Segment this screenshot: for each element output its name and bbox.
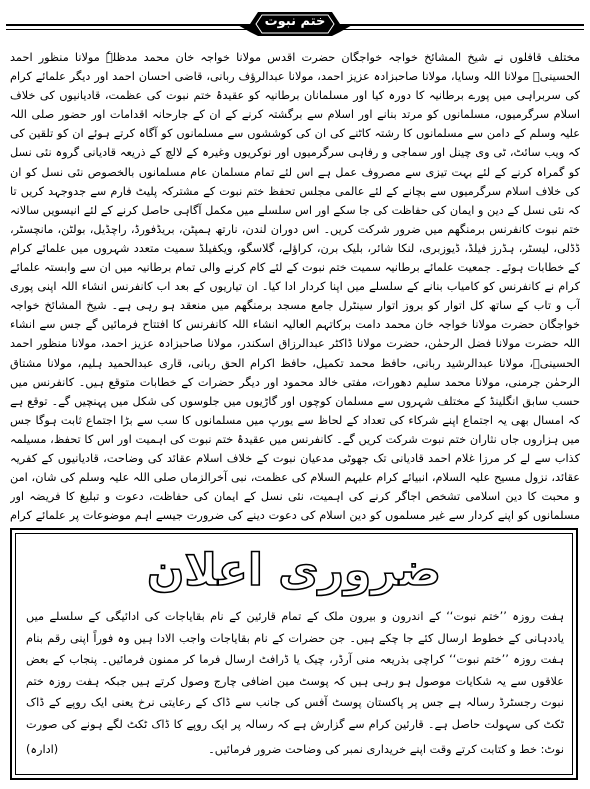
page-header [0, 0, 590, 42]
notice-body [26, 606, 564, 734]
section-title: ختم نبوت [264, 14, 326, 29]
article-body [10, 48, 580, 522]
notice-footer [26, 738, 564, 762]
notice-title: ضروری اعلان [146, 545, 442, 596]
notice-box [10, 528, 578, 780]
notice-paragraph: ہفت روزہ ’’ختم نبوت‘‘ کے اندرون و بیرون ملک کے تمام قارئین کے نام بقایاجات کی ادائیگی کے سلسلے میں یاددہانی کے خطوط ارسال کئے جا چکے ہیں۔ جن حضرات کے نام بقایاجات واجب الادا ہیں وہ فوراً اپنی رقم بنام ہفت روزہ ’’ختم نبوت‘‘ کراچی بذریعہ منی آرڈر، چیک یا ڈرافٹ ارسال فرما کر ممنون فرمائیں۔ پنجاب کے بعض علاقوں سے یہ شکایات موصول ہو رہی ہیں کہ پوسٹ مین اضافی چارج وصول کرتے ہیں جبکہ ہفت روزہ ختم نبوت رجسٹرڈ رسالہ ہے جس پر پاکستان پوسٹ آفس کی جانب سے ڈاک کے رعایتی نرخ یعنی ایک روپے کے ڈاک ٹکٹ کی سہولت حاصل ہے۔ قارئین کرام سے گزارش ہے کہ رسالہ پر ایک روپے کا ڈاک ٹکٹ لگے ہونے کی صورت [26, 610, 564, 731]
article-paragraph: مختلف قافلوں نے شیخ المشائخ خواجہ خواجگان حضرت اقدس مولانا خواجہ خان محمد مدظلہٗ مولانا منظور احمد الحسینیؒ مولانا اللہ وسایا، مولانا صاحبزادہ عزیز احمد، مولانا عبدالرؤف ربانی، قاضی احسان احمد اور دیگر علمائے کرام کی سربراہی میں پورے برطانیہ کا دورہ کیا اور مسلمانان برطانیہ کو عقیدۂ ختم نبوت کی عظمت، قادیانیوں کی خلاف اسلام سرگرمیوں، مسلمانوں کو مرتد بنانے اور اسلام سے برگشتہ کرنے کے ان کے جارحانہ اقدامات اور حضور صلی اللہ علیہ وسلم کے دامن سے مسلمانوں کا رشتہ کاٹنے کی ان کی کوششوں سے مسلمانوں کو آگاہ کرتے ہوئے ان کو تلقین کی کہ ویب سائٹ، ٹی وی چینل اور سماجی و رفاہی سرگرمیوں اور نوکریوں وغیرہ کے لالچ کے ذریعہ قادیانی گروہ نئی نسل کو گمراہ کرنے کے لئے بہت تیزی سے مصروف عمل ہے اس لئے تمام مسلمان عام مسلمانوں بالخصوص نئی نسل کو ان کی خلاف اسلام سرگرمیوں سے بچانے کے لئے عالمی مجلس تحفظ ختم نبوت کے مشترکہ پلیٹ فارم سے جدوجہد کریں تا کہ نئی نسل کے دین و ایمان کی حفاظت کی جا سکے اور اس سلسلے میں مکمل آگاہی حاصل کرنے کے لئے انیسویں سالانہ ختم نبوت کانفرنس برمنگھم میں ضرور شرکت کریں۔ اس دوران لندن، نارتھ ہمپٹن، بریڈفورڈ، راچڈیل، بولٹن، مانچسٹر، ڈڈلی، لیسٹر، ہڈرز فیلڈ، ڈیوزبری، لنکا شائر، بلیک برن، کراؤلے، گلاسگو، ویکفیلڈ سمیت متعدد شہروں میں علمائے کرام کے خطابات ہوئے۔ جمعیت علمائے برطانیہ سمیت ختم نبوت کے لئے کام کرنے والی تمام برطانیہ میں ان سے وابستہ علمائے کرام نے کانفرنس کو کامیاب بنانے کے سلسلے میں اپنا کردار ادا کیا۔ ان تیاریوں کے بعد اب کانفرنس انشاء اللہ اپنی پوری آب و تاب کے ساتھ کل اتوار کو بروز اتوار سینٹرل جامع مسجد برمنگھم میں منعقد ہو رہی ہے۔ شیخ المشائخ خواجہ خواجگان حضرت مولانا خواجہ خان محمد دامت برکاتہم العالیہ انشاء اللہ کانفرنس کا افتتاح فرمائیں گے جس سے انشاء اللہ حضرت مولانا فضل الرحمٰن، حضرت مولانا ڈاکٹر عبدالرزاق اسکندر، مولانا صاحبزادہ عزیز احمد، مولانا منظور احمد الحسینیؒ، مولانا عبدالرشید ربانی، حافظ محمد تکمیل، حافظ اکرام الحق ربانی، قاری عبدالحمید ہلیم، مولانا مشتاق الرحمٰن جرمنی، مولانا محمد سلیم دھورات، مفتی خالد محمود اور دیگر حضرات کے خطابات متوقع ہیں۔ کانفرنس میں حسب سابق انگلینڈ کے مختلف شہروں سے مسلمان کوچوں اور گاڑیوں میں جلوسوں کی شکل میں پہنچیں گے۔ توقع ہے کہ امسال بھی یہ اجتماع اپنے شرکاء کی تعداد کے لحاظ سے یورپ میں مسلمانوں کا سب سے بڑا اجتماع ثابت ہوگا جس میں ہزاروں جاں نثاران ختم نبوت شرکت کریں گے۔ کانفرنس میں عقیدۂ ختم نبوت کی اہمیت اور اس کا تحفظ، مسیلمہ کذاب سے لے کر مرزا غلام احمد قادیانی تک جھوٹی مدعیان نبوت کے خلاف اسلام عقائد کی وضاحت، قادیانیوں کے کفریہ عقائد، نزول مسیح علیہ السلام، انبیائے کرام علیہم السلام کی عظمت، نبی آخرالزماں صلی اللہ علیہ وسلم کی شان، امن و محبت کا دین اسلامی تشخص اجاگر کرنے کی اہمیت، نئی نسل کے ایمان کی حفاظت، دعوت و تبلیغ کا فریضہ اور مسلمانوں کو اپنے کردار سے غیر مسلموں کو دین اسلام کی دعوت دینے کی ضرورت جیسے اہم موضوعات پر علمائے کرام [10, 51, 580, 522]
notice-note: نوٹ: خط و کتابت کرتے وقت اپنے خریداری نمبر کی وضاحت ضرور فرمائیں۔ [208, 743, 564, 756]
section-badge [236, 6, 354, 38]
notice-signature: (ادارہ) [26, 743, 59, 756]
